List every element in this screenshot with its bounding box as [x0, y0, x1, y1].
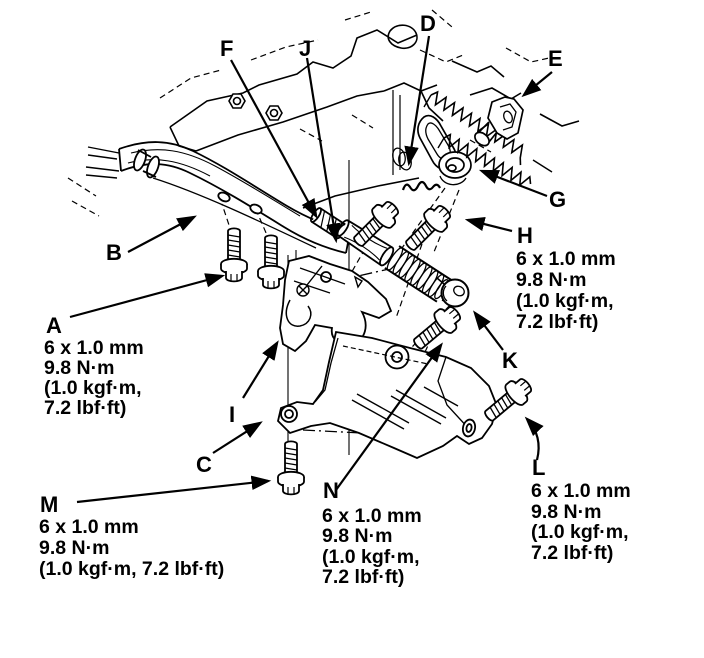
- arrow-c: [213, 423, 260, 453]
- mount-bracket: [278, 332, 497, 458]
- spec-block-h: [516, 248, 616, 333]
- bolt-a-2: [258, 235, 284, 288]
- arrow-e: [524, 72, 552, 95]
- lock-clip: [403, 182, 440, 190]
- bolt-m: [278, 441, 304, 494]
- spec-h-line-2: 9.8 N·m: [516, 269, 587, 291]
- spec-a-line-4: 7.2 lbf·ft): [44, 397, 127, 419]
- cable-ball-end: [437, 278, 469, 307]
- spec-a-line-1: 6 x 1.0 mm: [44, 337, 144, 359]
- spec-a-line-2: 9.8 N·m: [44, 357, 115, 379]
- callout-letter-g: G: [549, 187, 567, 212]
- spec-block-m: [39, 516, 224, 580]
- spec-l-line-1: 6 x 1.0 mm: [531, 480, 631, 502]
- arrow-m: [77, 481, 268, 502]
- spec-l-line-4: 7.2 lbf·ft): [531, 542, 614, 564]
- callout-letter-l: L: [532, 455, 546, 480]
- arrow-f: [231, 60, 316, 216]
- callout-letter-e: E: [548, 46, 563, 71]
- spec-n-line-1: 6 x 1.0 mm: [322, 505, 422, 527]
- spec-block-n: [322, 505, 422, 588]
- cable-guide-bracket: [86, 142, 350, 253]
- callout-letter-h: H: [517, 223, 533, 248]
- callout-letter-j: J: [299, 36, 312, 61]
- callout-letter-n: N: [323, 478, 339, 503]
- spec-n-line-2: 9.8 N·m: [322, 525, 393, 547]
- arrow-b: [128, 217, 194, 252]
- spec-h-line-4: 7.2 lbf·ft): [516, 311, 599, 333]
- spec-m-line-1: 6 x 1.0 mm: [39, 516, 139, 538]
- spec-h-line-3: (1.0 kgf·m,: [516, 290, 614, 312]
- spec-m-line-3: (1.0 kgf·m, 7.2 lbf·ft): [39, 558, 225, 580]
- arrow-k: [475, 313, 503, 350]
- spec-h-line-1: 6 x 1.0 mm: [516, 248, 616, 270]
- bolt-h-2: [400, 200, 456, 256]
- callout-letter-d: D: [420, 11, 436, 36]
- spec-n-line-4: 7.2 lbf·ft): [322, 566, 405, 588]
- cable-end-fitting: [132, 148, 162, 179]
- cables: [86, 147, 119, 178]
- arrow-g: [482, 171, 547, 196]
- arrow-h: [468, 220, 512, 231]
- callout-letter-b: B: [106, 240, 122, 265]
- callout-letter-f: F: [220, 36, 234, 61]
- callout-letter-c: C: [196, 452, 212, 477]
- spec-n-line-3: (1.0 kgf·m,: [322, 546, 420, 568]
- callout-letter-a: A: [46, 313, 62, 338]
- callout-letter-i: I: [229, 402, 236, 427]
- spec-l-line-2: 9.8 N·m: [531, 501, 602, 523]
- select-lever-assembly: [391, 90, 552, 190]
- arrow-a: [70, 276, 222, 317]
- bolt-a-1: [221, 228, 247, 281]
- callout-letter-m: M: [40, 492, 59, 517]
- bolt-n: [408, 301, 465, 355]
- callout-letter-k: K: [502, 348, 518, 373]
- arrow-i: [243, 343, 277, 398]
- spec-m-line-2: 9.8 N·m: [39, 537, 110, 559]
- spec-l-line-3: (1.0 kgf·m,: [531, 521, 629, 543]
- spec-block-l: [531, 480, 631, 564]
- arrow-l: [527, 419, 539, 460]
- spec-a-line-3: (1.0 kgf·m,: [44, 377, 142, 399]
- spec-block-a: [44, 337, 144, 419]
